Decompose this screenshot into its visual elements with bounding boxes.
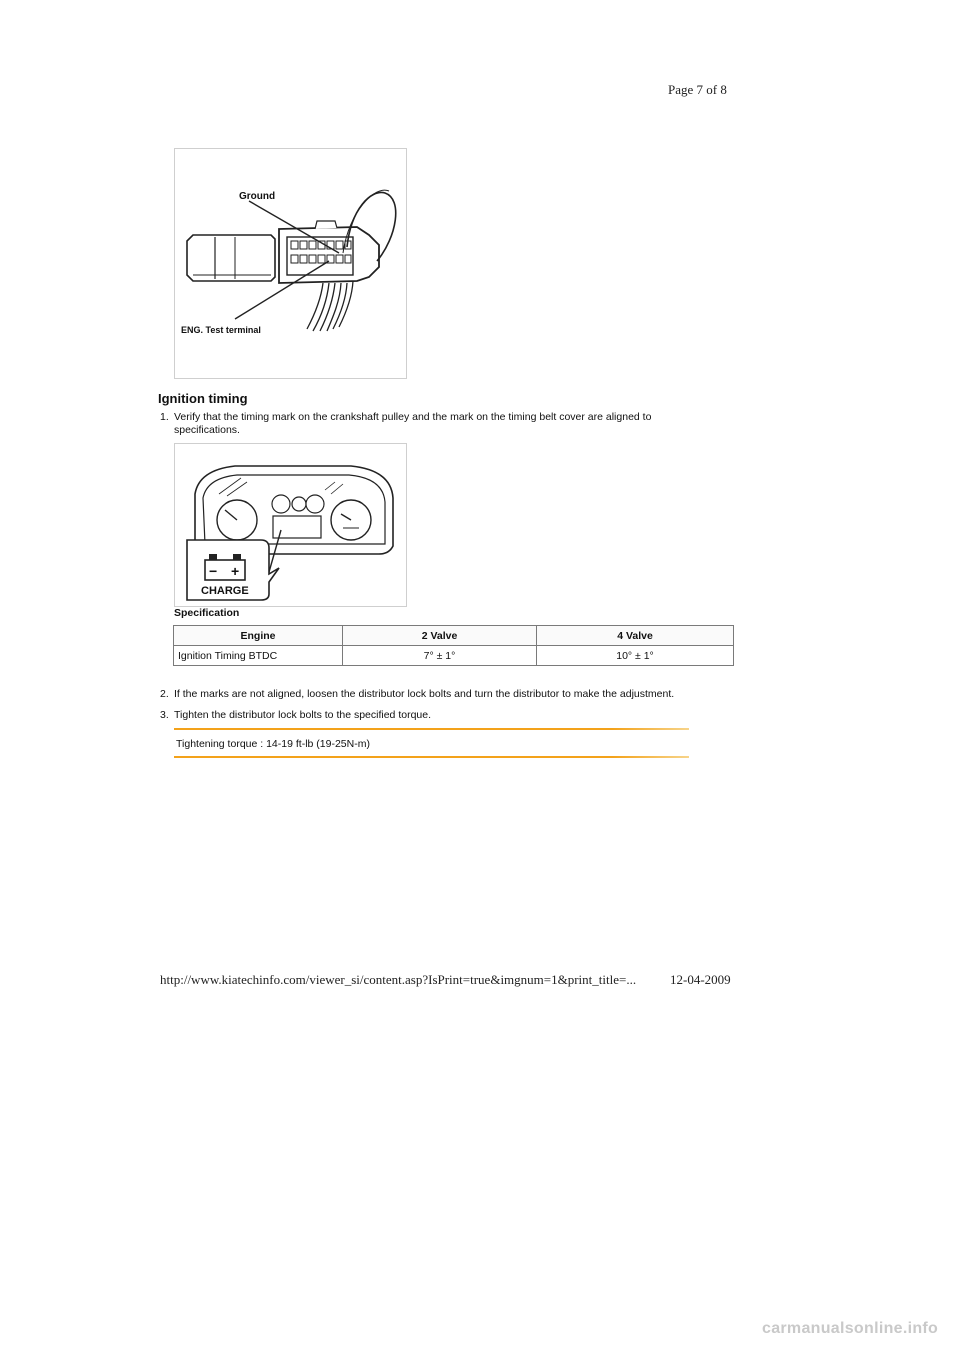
instrument-cluster-diagram (174, 443, 407, 607)
step-text: If the marks are not aligned, loosen the distributor lock bolts and turn the distributor to make the adjustment. (174, 688, 675, 700)
step-3 (160, 709, 760, 723)
cluster-illustration (175, 444, 406, 606)
page-number: Page 7 of 8 (668, 82, 727, 97)
step-number: 1. (160, 411, 169, 423)
table-header-row (174, 626, 734, 646)
plus-symbol: + (231, 563, 240, 579)
cell-engine: Ignition Timing BTDC (174, 646, 343, 666)
specification-table (173, 625, 734, 666)
ground-label: Ground (239, 191, 276, 202)
test-terminal-label: ENG. Test terminal (181, 325, 261, 335)
note-top-rule (174, 728, 689, 730)
step-text: Verify that the timing mark on the crankshaft pulley and the mark on the timing belt cover are aligned to specifications. (174, 411, 652, 436)
step-text: Tighten the distributor lock bolts to the specified torque. (174, 709, 432, 721)
step-number: 3. (160, 709, 169, 721)
specification-label: Specification (174, 607, 240, 619)
header-2-valve: 2 Valve (343, 626, 537, 646)
connector-illustration (175, 149, 406, 378)
minus-symbol: − (209, 563, 218, 579)
step-1 (160, 411, 720, 439)
charge-label: CHARGE (201, 585, 249, 597)
table-row (174, 646, 734, 666)
header-4-valve: 4 Valve (537, 626, 734, 646)
cell-4-valve: 10° ± 1° (537, 646, 734, 666)
torque-note: Tightening torque : 14-19 ft-lb (19-25N-m) (176, 738, 370, 750)
note-bottom-rule (174, 756, 689, 758)
footer-url: http://www.kiatechinfo.com/viewer_si/content.asp?IsPrint=true&imgnum=1&print_title=... (160, 972, 637, 987)
step-2 (160, 688, 760, 702)
watermark: carmanualsonline.info (762, 1320, 939, 1337)
cell-2-valve: 7° ± 1° (343, 646, 537, 666)
step-number: 2. (160, 688, 169, 700)
footer-date: 12-04-2009 (670, 972, 731, 987)
header-engine: Engine (174, 626, 343, 646)
section-heading: Ignition timing (158, 391, 248, 406)
connector-diagram (174, 148, 407, 379)
